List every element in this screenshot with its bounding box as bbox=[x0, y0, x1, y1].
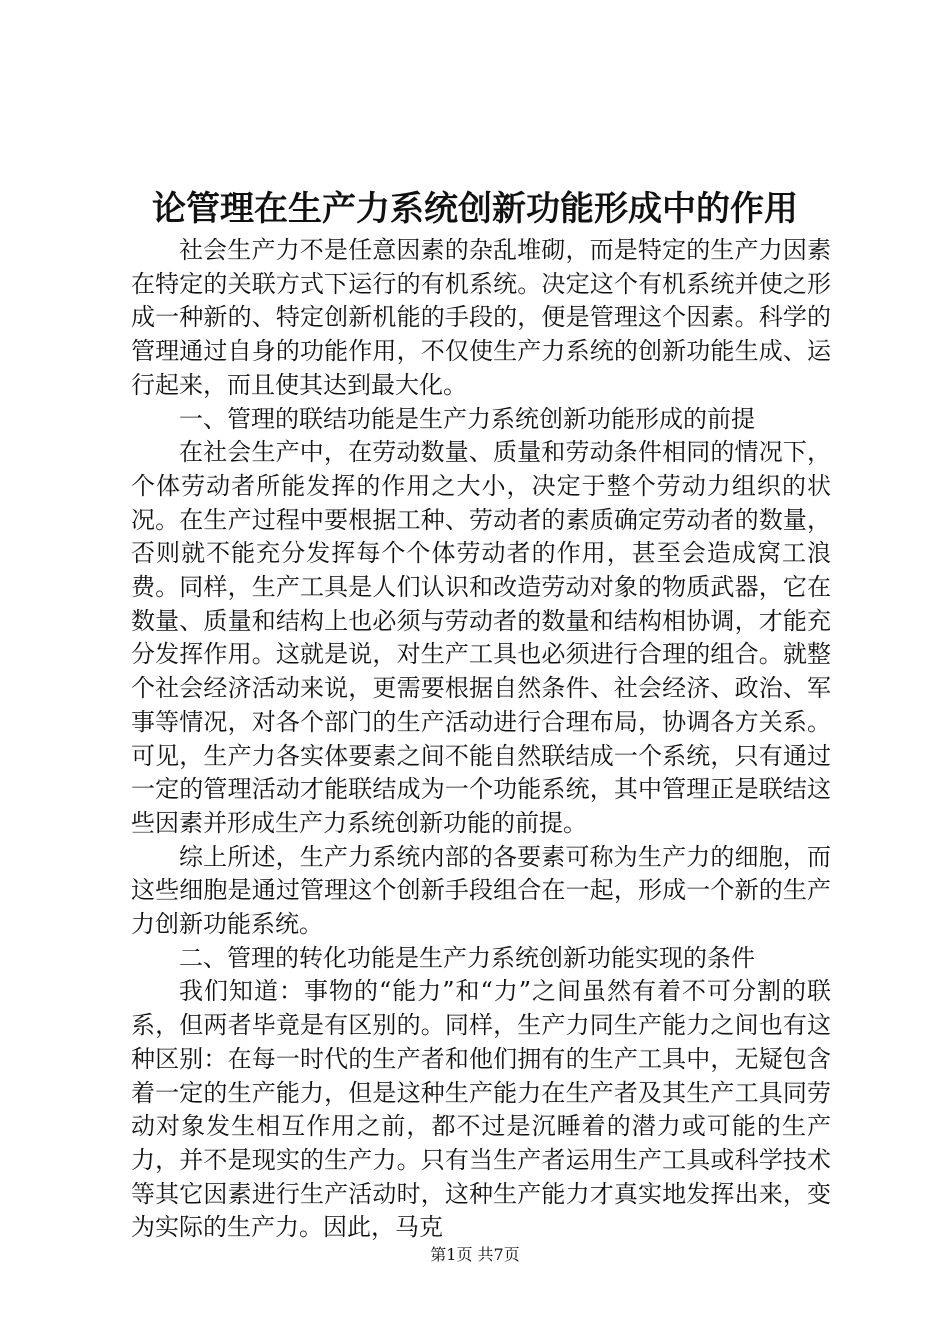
document-body bbox=[131, 234, 831, 1245]
paragraph-section-2: 我们知道：事物的“能力”和“力”之间虽然有着不可分割的联系，但两者毕竟是有区别的。同样，生产力同生产能力之间也有这种区别：在每一时代的生产者和他们拥有的生产工具中，无疑包含着一定的生产能力，但是这种生产能力在生产者及其生产工具同劳动对象发生相互作用之前，都不过是沉睡着的潜力或可能的生产力，并不是现实的生产力。只有当生产者运用生产工具或科学技术等其它因素进行生产活动时，这种生产能力才真实地发挥出来，变为实际的生产力。因此，马克 bbox=[131, 977, 831, 1242]
paragraph-intro: 社会生产力不是任意因素的杂乱堆砌，而是特定的生产力因素在特定的关联方式下运行的有机系统。决定这个有机系统并使之形成一种新的、特定创新机能的手段的，便是管理这个因素。科学的管理通过自身的功能作用，不仅使生产力系统的创新功能生成、运行起来，而且使其达到最大化。 bbox=[131, 236, 831, 399]
section-heading-2: 二、管理的转化功能是生产力系统创新功能实现的条件 bbox=[179, 943, 755, 972]
paragraph-section-1: 在社会生产中，在劳动数量、质量和劳动条件相同的情况下，个体劳动者所能发挥的作用之大小，决定于整个劳动力组织的状况。在生产过程中要根据工种、劳动者的素质确定劳动者的数量，否则就不能充分发挥每个个体劳动者的作用，甚至会造成窝工浪费。同样，生产工具是人们认识和改造劳动对象的物质武器，它在数量、质量和结构上也必须与劳动者的数量和结构相协调，才能充分发挥作用。这就是说，对生产工具也必须进行合理的组合。就整个社会经济活动来说，更需要根据自然条件、社会经济、政治、军事等情况，对各个部门的生产活动进行合理布局，协调各方关系。可见，生产力各实体要素之间不能自然联结成一个系统，只有通过一定的管理活动才能联结成为一个功能系统，其中管理正是联结这些因素并形成生产力系统创新功能的前提。 bbox=[131, 438, 831, 837]
paragraph-summary: 综上所述，生产力系统内部的各要素可称为生产力的细胞，而这些细胞是通过管理这个创新手段组合在一起，形成一个新的生产力创新功能系统。 bbox=[131, 842, 831, 939]
page-number-footer: 第1页 共7页 bbox=[430, 1245, 520, 1264]
document-title: 论管理在生产力系统创新功能形成中的作用 bbox=[152, 189, 798, 229]
section-heading-1: 一、管理的联结功能是生产力系统创新功能形成的前提 bbox=[179, 404, 755, 433]
